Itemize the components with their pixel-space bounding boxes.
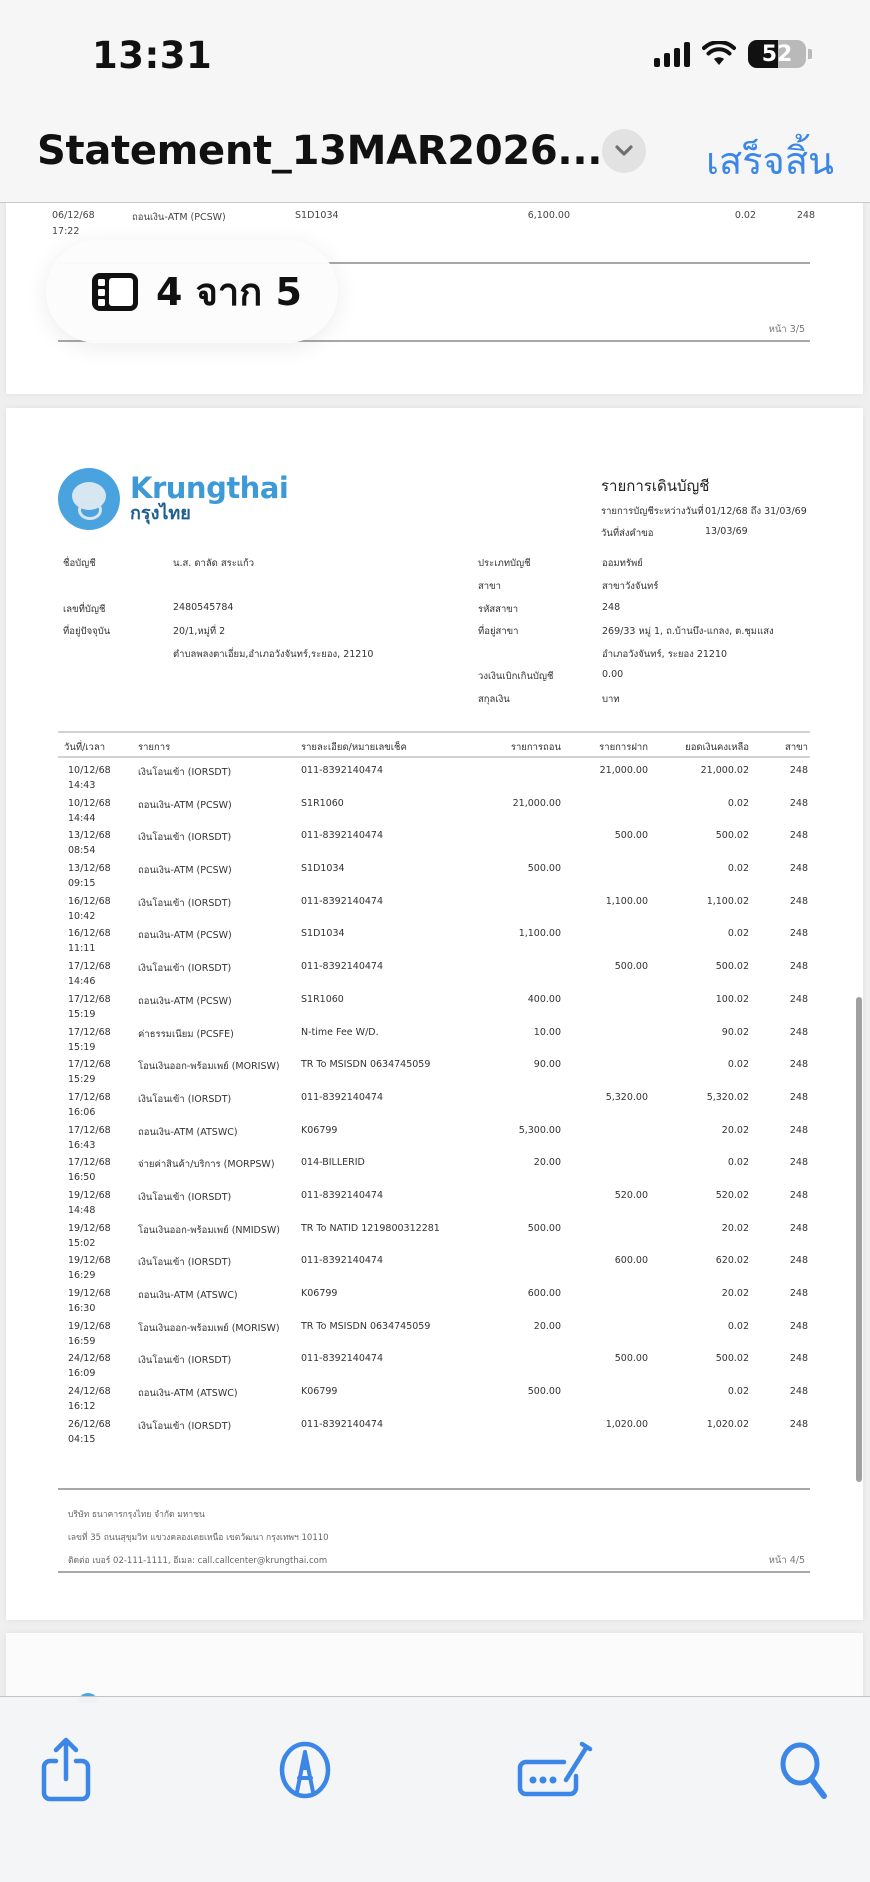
- row-date: 24/12/68: [68, 1386, 111, 1398]
- period-value: 01/12/68 ถึง 31/03/69: [705, 506, 807, 517]
- row-time: 16:06: [68, 1106, 96, 1118]
- bank-name-th: กรุงไทย: [130, 503, 191, 524]
- row-date: 13/12/68: [68, 830, 111, 842]
- row-balance: 100.02: [715, 993, 749, 1005]
- table-row: [58, 1379, 810, 1412]
- row-type: ค่าธรรมเนียม (PCSFE): [138, 1028, 234, 1040]
- table-row: [58, 1118, 810, 1151]
- row-withdraw: 500.00: [527, 1386, 561, 1398]
- cellular-signal-icon: [654, 41, 690, 67]
- table-row: [58, 1183, 810, 1216]
- branch-address-line1: 269/33 หมู่ 1, ถ.บ้านบึง-แกลง, ต.ชุมแสง: [602, 626, 774, 637]
- row-time: 16:50: [68, 1172, 96, 1184]
- header-balance: ยอดเงินคงเหลือ: [685, 742, 749, 753]
- divider: [58, 1571, 810, 1573]
- share-button[interactable]: [36, 1735, 96, 1805]
- thumbnails-sidebar-icon: [90, 271, 140, 313]
- row-detail: S1D1034: [301, 863, 345, 875]
- row-detail: 011-8392140474: [301, 1091, 384, 1103]
- row-time: 16:30: [68, 1303, 96, 1314]
- row-balance: 620.02: [715, 1255, 749, 1267]
- row-type: ถอนเงิน-ATM (ATSWC): [138, 1388, 238, 1400]
- row-date: 17/12/68: [68, 1091, 111, 1103]
- row-type: ถอนเงิน-ATM (ATSWC): [138, 1290, 238, 1301]
- row-date: 17/12/68: [68, 1026, 111, 1038]
- divider: [58, 1488, 810, 1490]
- row-withdraw: 500.00: [527, 1222, 561, 1234]
- table-row: [58, 1085, 810, 1118]
- row-date: 16/12/68: [68, 895, 111, 907]
- footer-contact: ติดต่อ เบอร์ 02-111-1111, อีเมล: call.callcenter@krungthai.com: [68, 1556, 328, 1566]
- branch-code: 248: [602, 602, 621, 613]
- row-balance: 500.02: [715, 961, 749, 973]
- row-withdraw: 500.00: [527, 863, 561, 875]
- done-button[interactable]: เสร็จสิ้น: [705, 139, 834, 183]
- row-deposit: 500.00: [614, 830, 648, 842]
- bottom-toolbar: [0, 1696, 870, 1882]
- branch: สาขาวังจันทร์: [602, 581, 659, 592]
- row-balance: 21,000.02: [700, 765, 749, 776]
- table-row: [58, 1020, 810, 1053]
- row-branch: 248: [789, 993, 808, 1005]
- row-branch: 248: [789, 1255, 808, 1267]
- currency-label: สกุลเงิน: [478, 694, 510, 705]
- table-row: [58, 954, 810, 987]
- fill-and-sign-icon: [514, 1740, 594, 1800]
- row-branch: 248: [789, 1189, 808, 1201]
- status-bar: [0, 0, 870, 110]
- header-branch: สาขา: [785, 742, 808, 753]
- pdf-page-4: [6, 408, 863, 1620]
- row-branch: 248: [789, 1091, 808, 1103]
- row-deposit: 520.00: [614, 1189, 648, 1201]
- chevron-down-icon: [614, 144, 634, 158]
- share-icon: [40, 1737, 92, 1803]
- row-branch: 248: [789, 1124, 808, 1136]
- row-date: 16/12/68: [68, 928, 111, 940]
- markup-button[interactable]: [275, 1735, 335, 1805]
- table-row: [58, 1346, 810, 1379]
- row-type: เงินโอนเข้า (IORSDT): [138, 767, 232, 778]
- page-indicator-label: 4 จาก 5: [156, 270, 302, 314]
- table-row: [58, 856, 810, 889]
- row-type: ถอนเงิน-ATM (PCSW): [138, 930, 232, 942]
- table-row: [58, 1314, 810, 1347]
- row-branch: 248: [789, 1320, 808, 1332]
- row-detail: 011-8392140474: [301, 1353, 384, 1365]
- navigation-bar: [0, 110, 870, 203]
- row-time: 14:44: [68, 812, 96, 824]
- row-branch: 248: [789, 1026, 808, 1038]
- row-balance: 20.02: [721, 1288, 749, 1299]
- statement-request-date: [601, 526, 748, 541]
- row-detail: N-time Fee W/D.: [301, 1026, 379, 1038]
- row-time: 15:19: [68, 1041, 96, 1053]
- row-type: เงินโอนเข้า (IORSDT): [138, 832, 232, 844]
- row-type: เงินโอนเข้า (IORSDT): [138, 897, 232, 909]
- row-balance: 0.02: [727, 1386, 749, 1398]
- clock: 13:31: [92, 34, 213, 77]
- row-detail: S1D1034: [295, 210, 339, 221]
- row-balance: 20.02: [721, 1222, 749, 1234]
- statement-title: รายการเดินบัญชี: [601, 477, 710, 495]
- row-balance: 0.02: [727, 1157, 749, 1169]
- branch-code-label: รหัสสาขา: [478, 604, 519, 615]
- branch-label: สาขา: [478, 581, 501, 592]
- header-deposit: รายการฝาก: [599, 742, 648, 753]
- branch-address-label: ที่อยู่สาขา: [478, 626, 519, 637]
- overdraft-label: วงเงินเบิกเกินบัญชี: [478, 671, 554, 682]
- row-detail: K06799: [301, 1124, 338, 1136]
- footer-address: เลขที่ 35 ถนนสุขุมวิท แขวงคลองเตยเหนือ เขตวัฒนา กรุงเทพฯ 10110: [68, 1533, 329, 1543]
- row-type: เงินโอนเข้า (IORSDT): [138, 1420, 232, 1432]
- table-row: [58, 1248, 810, 1281]
- row-type: โอนเงินออก-พร้อมเพย์ (MORISW): [138, 1322, 280, 1334]
- row-type: จ่ายค่าสินค้า/บริการ (MORPSW): [138, 1159, 275, 1171]
- row-detail: K06799: [301, 1288, 338, 1299]
- page-indicator[interactable]: [46, 240, 338, 343]
- row-date: 17/12/68: [68, 1157, 111, 1169]
- battery-percent: 52: [761, 41, 793, 67]
- account-number-label: เลขที่บัญชี: [63, 604, 106, 615]
- wifi-icon: [702, 41, 736, 67]
- row-time: 14:48: [68, 1204, 96, 1216]
- statement-period: [601, 504, 807, 519]
- table-row: [58, 921, 810, 954]
- header-date: วันที่/เวลา: [64, 742, 106, 753]
- request-label: วันที่ส่งคำขอ: [601, 528, 654, 539]
- row-type: ถอนเงิน-ATM (PCSW): [138, 799, 232, 811]
- row-branch: 248: [789, 1157, 808, 1169]
- header-withdraw: รายการถอน: [510, 742, 561, 753]
- row-type: เงินโอนเข้า (IORSDT): [138, 1257, 232, 1269]
- row-branch: 248: [789, 797, 808, 809]
- row-type: ถอนเงิน-ATM (PCSW): [132, 212, 226, 223]
- fill-and-sign-button[interactable]: [512, 1735, 596, 1805]
- row-detail: 011-8392140474: [301, 765, 384, 776]
- page-number: หน้า 3/5: [768, 324, 805, 335]
- table-row: [58, 1281, 810, 1314]
- row-deposit: 1,100.00: [605, 895, 648, 907]
- row-balance: 90.02: [721, 1026, 749, 1038]
- row-detail: K06799: [301, 1386, 338, 1398]
- row-balance: 0.02: [727, 928, 749, 940]
- row-branch: 248: [789, 1418, 808, 1430]
- row-detail: S1D1034: [301, 928, 345, 940]
- row-balance: 0.02: [727, 797, 749, 809]
- table-row: [58, 1052, 810, 1085]
- row-detail: 014-BILLERID: [301, 1157, 365, 1169]
- row-date: 17/12/68: [68, 1059, 111, 1071]
- row-time: 15:19: [68, 1008, 96, 1020]
- row-time: 17:22: [52, 226, 80, 237]
- search-icon: [778, 1740, 834, 1800]
- row-detail: 011-8392140474: [301, 1189, 384, 1201]
- table-row: [58, 889, 810, 922]
- row-balance: 0.02: [727, 1059, 749, 1071]
- branch-address-line2: อำเภอวังจันทร์, ระยอง 21210: [602, 649, 728, 660]
- row-balance: 5,320.02: [706, 1091, 749, 1103]
- table-row: [58, 791, 810, 824]
- overdraft: 0.00: [602, 669, 624, 680]
- row-type: เงินโอนเข้า (IORSDT): [138, 1355, 232, 1367]
- row-branch: 248: [789, 1288, 808, 1299]
- row-date: 19/12/68: [68, 1222, 111, 1234]
- transactions-table: [58, 731, 810, 1444]
- table-body: [58, 758, 810, 1444]
- row-branch: 248: [796, 210, 815, 221]
- row-date: 19/12/68: [68, 1288, 111, 1299]
- table-row: [58, 758, 810, 791]
- row-type: เงินโอนเข้า (IORSDT): [138, 1093, 232, 1105]
- row-balance: 0.02: [727, 1320, 749, 1332]
- row-withdraw: 90.00: [533, 1059, 561, 1071]
- row-balance: 0.02: [727, 863, 749, 875]
- row-date: 19/12/68: [68, 1320, 111, 1332]
- row-date: 10/12/68: [68, 797, 111, 809]
- row-deposit: 5,320.00: [605, 1091, 648, 1103]
- markup-pen-icon: [277, 1740, 333, 1800]
- page-number: หน้า 4/5: [768, 1555, 805, 1566]
- account-number: 2480545784: [173, 602, 234, 613]
- row-date: 26/12/68: [68, 1418, 111, 1430]
- table-row: [58, 823, 810, 856]
- row-withdraw: 10.00: [533, 1026, 561, 1038]
- address-line1: 20/1,หมู่ที่ 2: [173, 626, 226, 637]
- bank-name-en: Krungthai: [130, 471, 289, 505]
- row-date: 19/12/68: [68, 1255, 111, 1267]
- row-branch: 248: [789, 765, 808, 776]
- row-deposit: 500.00: [614, 1353, 648, 1365]
- row-branch: 248: [789, 830, 808, 842]
- row-branch: 248: [789, 863, 808, 875]
- row-withdraw: 5,300.00: [518, 1124, 561, 1136]
- row-detail: 011-8392140474: [301, 961, 384, 973]
- row-branch: 248: [789, 1386, 808, 1398]
- row-type: ถอนเงิน-ATM (PCSW): [138, 865, 232, 877]
- row-detail: 011-8392140474: [301, 1418, 384, 1430]
- row-date: 13/12/68: [68, 863, 111, 875]
- address-line2: ตำบลพลงตาเอี่ยม,อำเภอวังจันทร์,ระยอง, 21210: [173, 649, 374, 660]
- row-time: 16:12: [68, 1401, 96, 1413]
- row-balance: 1,100.02: [706, 895, 749, 907]
- currency: บาท: [602, 694, 620, 705]
- request-value: 13/03/69: [705, 526, 748, 537]
- row-withdraw: 6,100.00: [527, 210, 570, 221]
- row-balance: 0.02: [734, 210, 756, 221]
- row-date: 06/12/68: [52, 210, 95, 221]
- row-time: 15:29: [68, 1074, 96, 1086]
- row-withdraw: 1,100.00: [518, 928, 561, 940]
- row-detail: S1R1060: [301, 797, 344, 809]
- row-branch: 248: [789, 1353, 808, 1365]
- row-branch: 248: [789, 895, 808, 907]
- row-deposit: 600.00: [614, 1255, 648, 1267]
- row-withdraw: 400.00: [527, 993, 561, 1005]
- row-time: 04:15: [68, 1433, 96, 1445]
- row-detail: S1R1060: [301, 993, 344, 1005]
- row-deposit: 1,020.00: [605, 1418, 648, 1430]
- row-time: 14:46: [68, 976, 96, 988]
- battery-icon: [748, 40, 806, 68]
- row-date: 19/12/68: [68, 1189, 111, 1201]
- row-detail: 011-8392140474: [301, 830, 384, 842]
- row-withdraw: 21,000.00: [512, 797, 561, 809]
- row-balance: 500.02: [715, 1353, 749, 1365]
- search-button[interactable]: [776, 1735, 836, 1805]
- table-header: [58, 731, 810, 758]
- row-detail: TR To NATID 1219800312281: [301, 1222, 440, 1234]
- row-date: 17/12/68: [68, 961, 111, 973]
- row-time: 16:59: [68, 1335, 96, 1347]
- row-withdraw: 20.00: [533, 1157, 561, 1169]
- row-branch: 248: [789, 1059, 808, 1071]
- vertical-scrollbar[interactable]: [856, 997, 862, 1482]
- row-date: 17/12/68: [68, 1124, 111, 1136]
- row-time: 14:43: [68, 780, 96, 791]
- row-withdraw: 20.00: [533, 1320, 561, 1332]
- account-type-label: ประเภทบัญชี: [478, 558, 531, 569]
- row-balance: 1,020.02: [706, 1418, 749, 1430]
- row-type: เงินโอนเข้า (IORSDT): [138, 963, 232, 975]
- row-time: 08:54: [68, 845, 96, 857]
- row-balance: 20.02: [721, 1124, 749, 1136]
- row-type: เงินโอนเข้า (IORSDT): [138, 1191, 232, 1203]
- row-branch: 248: [789, 961, 808, 973]
- row-detail: TR To MSISDN 0634745059: [301, 1320, 431, 1332]
- row-detail: TR To MSISDN 0634745059: [301, 1059, 431, 1071]
- row-balance: 500.02: [715, 830, 749, 842]
- row-time: 15:02: [68, 1237, 96, 1249]
- row-detail: 011-8392140474: [301, 1255, 384, 1267]
- header-type: รายการ: [138, 742, 171, 753]
- row-branch: 248: [789, 928, 808, 940]
- document-title[interactable]: Statement_13MAR2026...: [37, 128, 603, 174]
- period-label: รายการบัญชีระหว่างวันที่: [601, 506, 704, 517]
- address-label: ที่อยู่ปัจจุบัน: [63, 626, 111, 637]
- row-time: 09:15: [68, 878, 96, 890]
- row-deposit: 500.00: [614, 961, 648, 973]
- row-type: โอนเงินออก-พร้อมเพย์ (NMIDSW): [138, 1224, 280, 1236]
- account-name-label: ชื่อบัญชี: [63, 558, 96, 569]
- account-type: ออมทรัพย์: [602, 558, 643, 569]
- row-withdraw: 600.00: [527, 1288, 561, 1299]
- row-time: 10:42: [68, 910, 96, 922]
- row-date: 24/12/68: [68, 1353, 111, 1365]
- row-date: 10/12/68: [68, 765, 111, 776]
- row-time: 16:29: [68, 1270, 96, 1282]
- krungthai-logo: [58, 468, 288, 530]
- table-row: [58, 1216, 810, 1249]
- row-type: ถอนเงิน-ATM (PCSW): [138, 995, 232, 1007]
- bank-logo-icon: [58, 468, 120, 530]
- row-time: 11:11: [68, 943, 96, 955]
- header-detail: รายละเอียด/หมายเลขเช็ค: [301, 742, 407, 753]
- row-type: ถอนเงิน-ATM (ATSWC): [138, 1126, 238, 1138]
- row-balance: 520.02: [715, 1189, 749, 1201]
- row-deposit: 21,000.00: [599, 765, 648, 776]
- table-row: [58, 1412, 810, 1445]
- title-menu-button[interactable]: [602, 129, 646, 173]
- row-time: 16:09: [68, 1368, 96, 1380]
- footer-company: บริษัท ธนาคารกรุงไทย จำกัด มหาชน: [68, 1510, 205, 1520]
- row-branch: 248: [789, 1222, 808, 1234]
- row-detail: 011-8392140474: [301, 895, 384, 907]
- row-type: โอนเงินออก-พร้อมเพย์ (MORISW): [138, 1061, 280, 1073]
- table-row: [58, 1150, 810, 1183]
- table-row: [58, 987, 810, 1020]
- account-name: น.ส. ดาลัด สระแก้ว: [173, 558, 255, 569]
- row-time: 16:43: [68, 1139, 96, 1151]
- row-date: 17/12/68: [68, 993, 111, 1005]
